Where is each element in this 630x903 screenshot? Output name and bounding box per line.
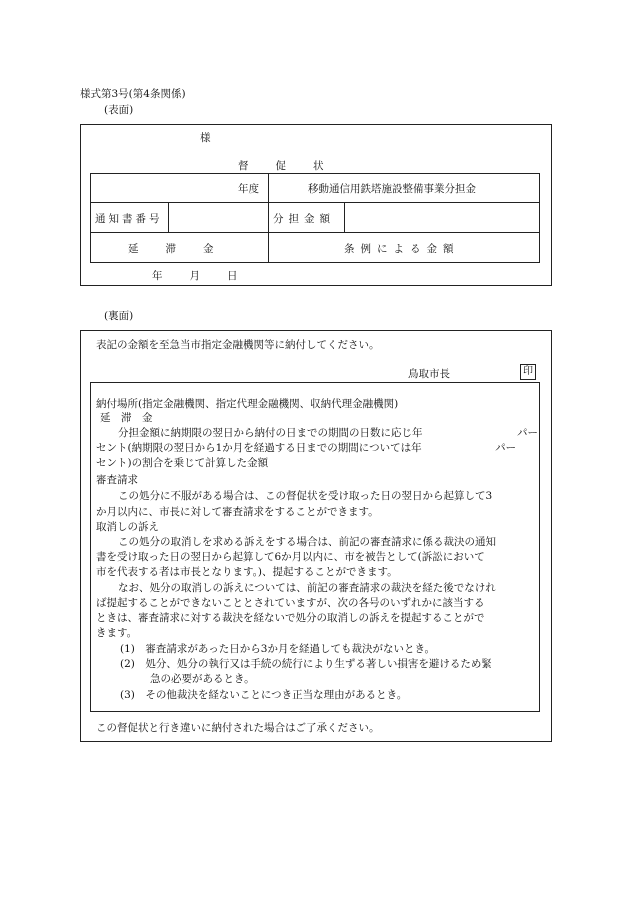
form-number: 様式第3号(第4条関係) bbox=[80, 88, 186, 100]
suit-text-5: ば提起することができないこととされていますが、次の各号のいずれかに該当する bbox=[96, 597, 485, 609]
suit-heading: 取消しの訴え bbox=[96, 521, 159, 533]
notice-number-label: 通知書番号 bbox=[95, 213, 163, 225]
item-3: (3) その他裁決を経ないことにつき正当な理由があるとき。 bbox=[120, 689, 408, 701]
mayor-name: 鳥取市長 bbox=[408, 368, 450, 380]
suit-text-4: なお、処分の取消しの訴えについては、前記の審査請求の裁決を経た後でなけれ bbox=[118, 582, 496, 594]
delay-charge-label: 延 滞 金 bbox=[128, 243, 216, 255]
suit-text-6: ときは、審査請求に対する裁決を経ないで処分の取消しの訴えを提起することがで bbox=[96, 612, 485, 624]
addressee-suffix: 様 bbox=[200, 132, 211, 144]
payment-place: 納付場所(指定金融機関、指定代理金融機関、収納代理金融機関) bbox=[96, 398, 399, 410]
back-label: (裏面) bbox=[104, 310, 134, 322]
delay-heading: 延 滞 金 bbox=[100, 412, 153, 424]
share-amount-label: 分担金額 bbox=[273, 213, 335, 225]
back-intro: 表記の金額を至急当市指定金融機関等に納付してください。 bbox=[96, 339, 380, 351]
item-2: (2) 処分、処分の執行又は手続の続行により生ずる著しい損害を避けるため緊 bbox=[120, 658, 492, 670]
front-label: (表面) bbox=[104, 104, 134, 116]
date-label: 年 月 日 bbox=[152, 270, 240, 282]
suit-text-7: きます。 bbox=[96, 627, 138, 639]
tax-name: 移動通信用鉄塔施設整備事業分担金 bbox=[308, 183, 476, 195]
suit-text-3: 市を代表する者は市長となります。)、提起することができます。 bbox=[96, 566, 398, 578]
item-1: (1) 審査請求があった日から3か月を経過しても裁決がないとき。 bbox=[120, 643, 436, 655]
review-text-1: この処分に不服がある場合は、この督促状を受け取った日の翌日から起算して3 bbox=[118, 490, 493, 502]
year-label: 年度 bbox=[238, 183, 259, 195]
front-title: 督 促 状 bbox=[238, 160, 326, 172]
suit-text-1: この処分の取消しを求める訴えをする場合は、前記の審査請求に係る裁決の通知 bbox=[118, 536, 496, 548]
review-text-2: か月以内に、市長に対して審査請求をすることができます。 bbox=[96, 506, 379, 518]
delay-text-2: セント(納期限の翌日から1か月を経過する日までの期間については年 パー bbox=[96, 442, 517, 454]
review-heading: 審査請求 bbox=[96, 474, 138, 486]
ordinance-amount-label: 条例による金額 bbox=[344, 243, 460, 255]
seal-mark: 印 bbox=[520, 364, 536, 380]
suit-text-2: 書を受け取った日の翌日から起算して6か月以内に、市を被告として(訴訟において bbox=[96, 551, 485, 563]
delay-text-1: 分担金額に納期限の翌日から納付の日までの期間の日数に応じ年 パー bbox=[118, 427, 538, 439]
delay-text-3: セント)の割合を乗じて計算した金額 bbox=[96, 457, 269, 469]
item-2-cont: 急の必要があるとき。 bbox=[150, 673, 255, 685]
back-footer: この督促状と行き違いに納付された場合はご了承ください。 bbox=[96, 722, 380, 734]
